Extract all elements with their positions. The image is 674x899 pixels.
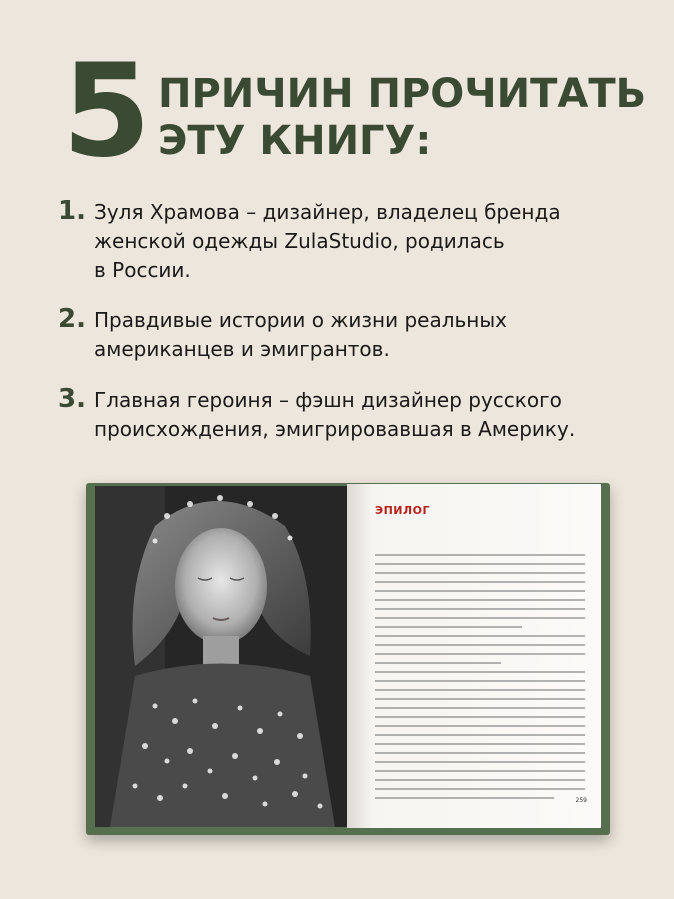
headline-number: 5 bbox=[62, 37, 150, 186]
book-text-page bbox=[347, 484, 601, 828]
reason-text bbox=[94, 198, 664, 285]
reason-number: 1. bbox=[58, 196, 86, 226]
reason-number: 3. bbox=[58, 384, 86, 414]
reason-text-line: Зуля Храмова – дизайнер, владелец бренда bbox=[94, 200, 561, 224]
chapter-title: ЭПИЛОГ bbox=[375, 504, 430, 517]
open-book bbox=[86, 478, 610, 838]
reason-text bbox=[94, 306, 664, 364]
reason-text-line: Правдивые истории о жизни реальных bbox=[94, 308, 507, 332]
page-number: 259 bbox=[575, 797, 587, 804]
reason-text-line: американцев и эмигрантов. bbox=[94, 337, 390, 361]
girl-portrait-photo bbox=[95, 486, 347, 827]
headline-line-1: ПРИЧИН ПРОЧИТАТЬ bbox=[158, 71, 647, 117]
headline bbox=[0, 0, 674, 186]
headline-line-2: ЭТУ КНИГУ: bbox=[158, 118, 432, 164]
reason-text-line: Главная героиня – фэшн дизайнер русского bbox=[94, 388, 562, 412]
reason-text-line: женской одежды ZulaStudio, родилась bbox=[94, 229, 505, 253]
reason-text bbox=[94, 386, 664, 444]
reason-text-line: в России. bbox=[94, 258, 191, 282]
page-text-block bbox=[375, 554, 585, 806]
book-photo-page bbox=[95, 486, 347, 827]
reason-number: 2. bbox=[58, 304, 86, 334]
reason-text-line: происхождения, эмигрировавшая в Америку. bbox=[94, 417, 576, 441]
